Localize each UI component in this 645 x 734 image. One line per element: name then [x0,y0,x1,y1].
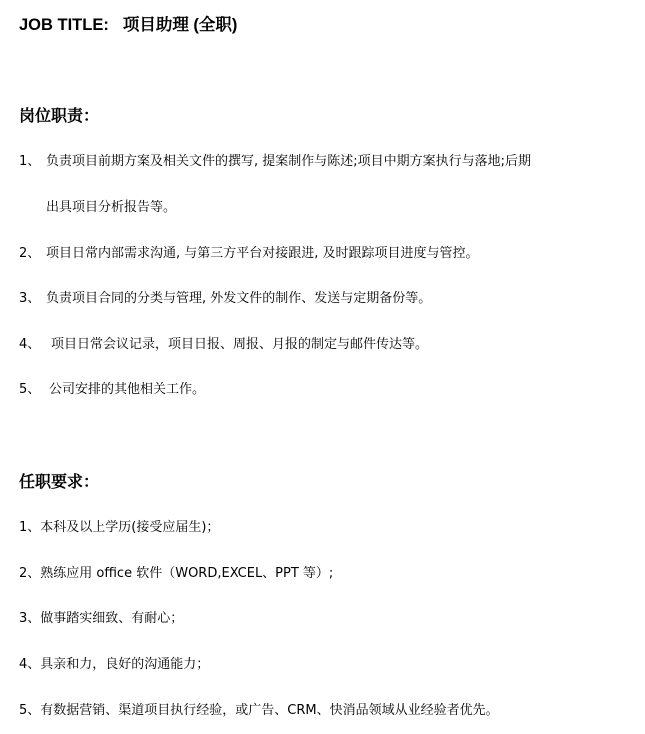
item-text: 本科及以上学历(接受应届生)； [40,520,220,535]
item-number: 4、 [19,337,41,352]
item-number: 3、 [19,291,41,306]
requirement-item-1 [19,518,219,538]
requirement-item-2 [19,564,333,584]
responsibility-item-4 [19,335,428,355]
item-text: 做事踏实细致、有耐心； [40,611,184,626]
item-text: 负责项目合同的分类与管理, 外发文件的制作、发送与定期备份等。 [46,291,432,306]
item-number: 5、 [19,703,41,718]
job-title-value: 项目助理 (全职) [122,16,238,34]
item-text: 出具项目分析报告等。 [46,200,177,215]
item-number: 4、 [19,657,41,672]
item-text: 熟练应用 office 软件（WORD,EXCEL、PPT 等）; [40,566,334,581]
responsibilities-heading: 岗位职责： [19,106,100,125]
item-number: 1、 [19,154,41,169]
responsibility-item-5 [19,380,205,400]
item-number: 2、 [19,246,41,261]
item-number: 3、 [19,611,41,626]
item-number: 1、 [19,520,41,535]
responsibility-item-3 [19,289,431,309]
responsibility-item-1 [19,152,531,172]
requirements-heading: 任职要求： [19,472,100,491]
job-title [19,14,237,36]
requirement-item-5 [19,701,499,721]
responsibility-item-1-continued [46,198,176,218]
item-text: 公司安排的其他相关工作。 [49,382,206,397]
item-number: 2、 [19,566,41,581]
job-title-label: JOB TITLE: [19,16,109,34]
item-number: 5、 [19,382,41,397]
requirement-item-3 [19,609,183,629]
item-text: 项目日常会议记录，项目日报、周报、月报的制定与邮件传达等。 [51,337,429,352]
item-text: 具亲和力，良好的沟通能力； [40,657,210,672]
item-text: 项目日常内部需求沟通, 与第三方平台对接跟进, 及时跟踪项目进度与管控。 [46,246,479,261]
item-text: 负责项目前期方案及相关文件的撰写, 提案制作与陈述;项目中期方案执行与落地;后期 [46,154,532,169]
item-text: 有数据营销、渠道项目执行经验，或广告、CRM、快消品领域从业经验者优先。 [40,703,499,718]
requirement-item-4 [19,655,209,675]
responsibility-item-2 [19,244,479,264]
